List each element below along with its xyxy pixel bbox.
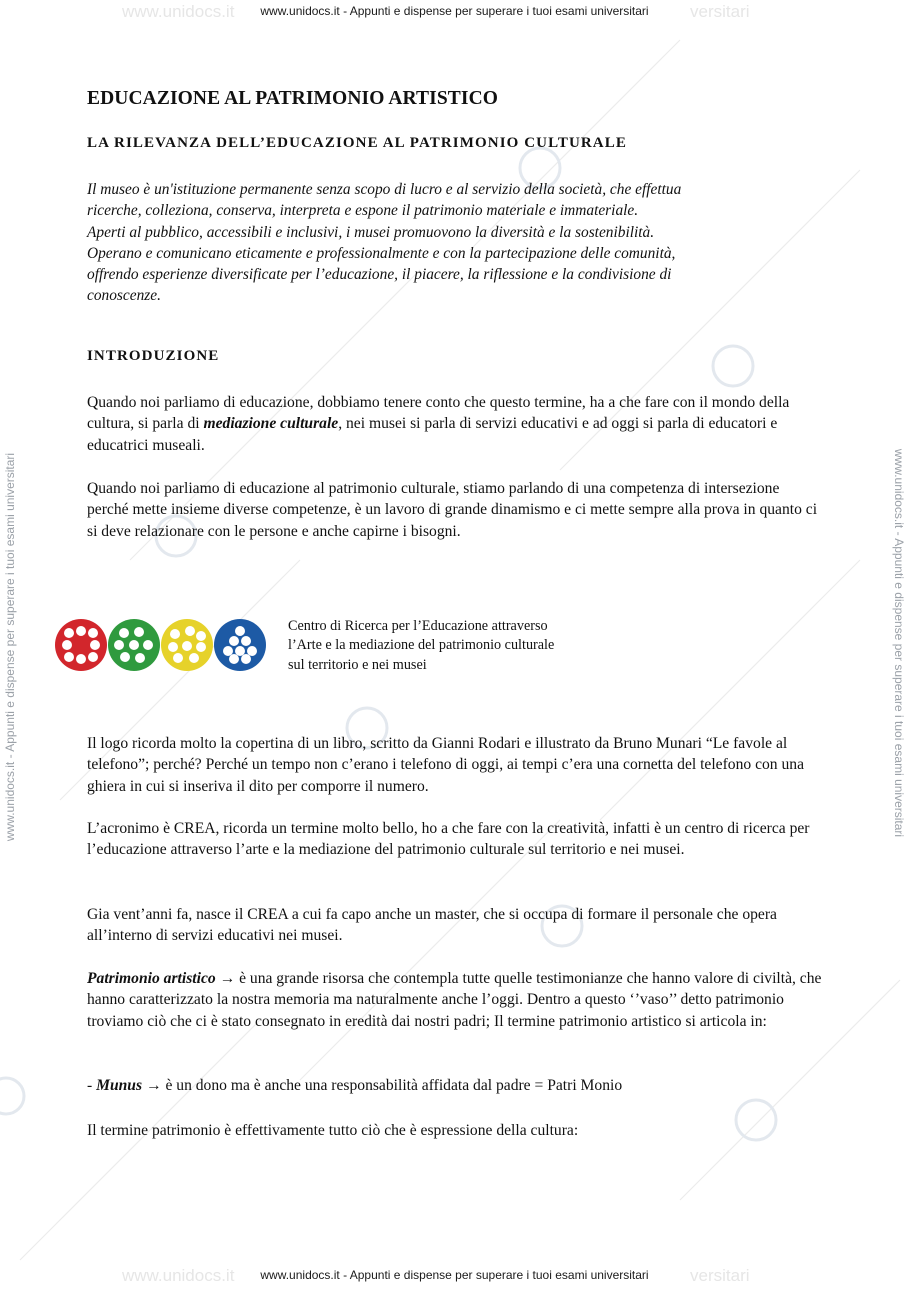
crea-logo-block	[55, 617, 655, 677]
left-side-watermark: www.unidocs.it - Appunti e dispense per superare i tuoi esami universitari	[3, 452, 17, 842]
logo-caption-line: l’Arte e la mediazione del patrimonio culturale	[288, 637, 555, 654]
document-subtitle: LA RILEVANZA DELL’EDUCAZIONE AL PATRIMONIO CULTURALE	[87, 135, 627, 151]
logo-circle-yellow	[161, 619, 213, 671]
intro-paragraph-1	[87, 392, 822, 456]
logo-caption-line: sul territorio e nei musei	[288, 656, 427, 673]
text-run: è una grande risorsa che contempla tutte quelle testimonianze che hanno valore di civiltà, che hanno caratterizzato la nostra memoria ma naturalmente anche l’oggi. Dentro a questo ‘’vaso’’ detto patrimonio troviamo ciò che ci è stato consegnato in eredità dai nostri padri; Il termine patrimonio artistico si articola in:	[87, 970, 822, 1030]
master-paragraph: Gia vent’anni fa, nasce il CREA a cui fa capo anche un master, che si occupa di formare il personale che opera all’interno di servizi educativi nei musei.	[87, 906, 777, 945]
crea-paragraph: L’acronimo è CREA, ricorda un termine molto bello, ho a che fare con la creatività, infatti è un centro di ricerca per l’educazione attraverso l’arte e la mediazione del patrimonio culturale sul territorio e nei musei.	[87, 820, 810, 859]
logo-circle-red	[55, 619, 107, 671]
munus-paragraph	[87, 1075, 822, 1096]
text-run: , nei musei si parla di servizi educativi e ad oggi si parla di educatori e educatrici museali.	[87, 415, 778, 454]
patrimonio-paragraph	[87, 968, 822, 1032]
definition-line: conoscenze.	[87, 287, 161, 305]
crea-logo	[55, 617, 270, 673]
document-page	[87, 88, 822, 540]
watermark-ghost-text: versitari	[690, 2, 750, 21]
logo-circle-blue	[214, 619, 266, 671]
logo-circle-green	[108, 619, 160, 671]
watermark-ghost-text: www.unidocs.it	[122, 1266, 235, 1285]
watermark-ghost-text: www.unidocs.it	[122, 2, 235, 21]
arrow-glyph: →	[219, 970, 236, 987]
intro-paragraph-2: Quando noi parliamo di educazione al patrimonio culturale, stiamo parlando di una competenza di intersezione perché mette insieme diverse competenze, è un lavoro di grande dinamismo e ci mette sempre alla prova in quanto ci si deve relazionare con le persone e anche capirne i bisogni.	[87, 480, 818, 540]
term-text: Patrimonio artistico	[87, 970, 216, 987]
logo-caption	[288, 617, 554, 675]
arrow-glyph: →	[145, 1077, 162, 1094]
definition-line: offrendo esperienze diversificate per l’educazione, il piacere, la riflessione e la condivisione di	[87, 266, 672, 284]
text-run: -	[87, 1077, 97, 1094]
emphasis-text: mediazione culturale	[203, 415, 339, 433]
text-run: Quando noi parliamo di educazione, dobbiamo tenere conto che questo termine, ha a che fare con il mondo della cultura, si parla di	[87, 394, 790, 433]
logo-paragraph: Il logo ricorda molto la copertina di un libro, scritto da Gianni Rodari e illustrato da Bruno Munari “Le favole al telefono”; perché? Perché un tempo non c’erano i telefono di oggi, ai tempi c’era una cornetta del telefono con una ghiera in cui si inseriva il dito per comporre il numero.	[87, 735, 805, 795]
right-side-watermark: www.unidocs.it - Appunti e dispense per superare i tuoi esami universitari	[892, 448, 906, 838]
logo-caption-line: Centro di Ricerca per l’Educazione attraverso	[288, 618, 548, 634]
term-text: Munus	[96, 1077, 143, 1094]
museum-definition	[87, 179, 817, 307]
document-title: EDUCAZIONE AL PATRIMONIO ARTISTICO	[87, 88, 499, 109]
section-heading: INTRODUZIONE	[87, 348, 220, 364]
definition-line: Aperti al pubblico, accessibili e inclusivi, i musei promuovono la diversità e la sostenibilità.	[87, 223, 655, 241]
definition-line: Il museo è un'istituzione permanente senza scopo di lucro e al servizio della società, che effettua	[87, 181, 682, 198]
footer-watermark: www.unidocs.it - Appunti e dispense per superare i tuoi esami universitari	[260, 1268, 649, 1282]
header-watermark: www.unidocs.it - Appunti e dispense per superare i tuoi esami universitari	[260, 4, 649, 18]
text-run: è un dono ma è anche una responsabilità affidata dal padre = Patri Monio	[165, 1077, 623, 1094]
definition-line: Operano e comunicano eticamente e professionalmente e con la partecipazione delle comunità,	[87, 244, 676, 262]
last-paragraph: Il termine patrimonio è effettivamente tutto ciò che è espressione della cultura:	[87, 1122, 579, 1139]
definition-line: ricerche, colleziona, conserva, interpreta e espone il patrimonio materiale e immateriale.	[87, 202, 639, 220]
watermark-ghost-text: versitari	[690, 1266, 750, 1285]
